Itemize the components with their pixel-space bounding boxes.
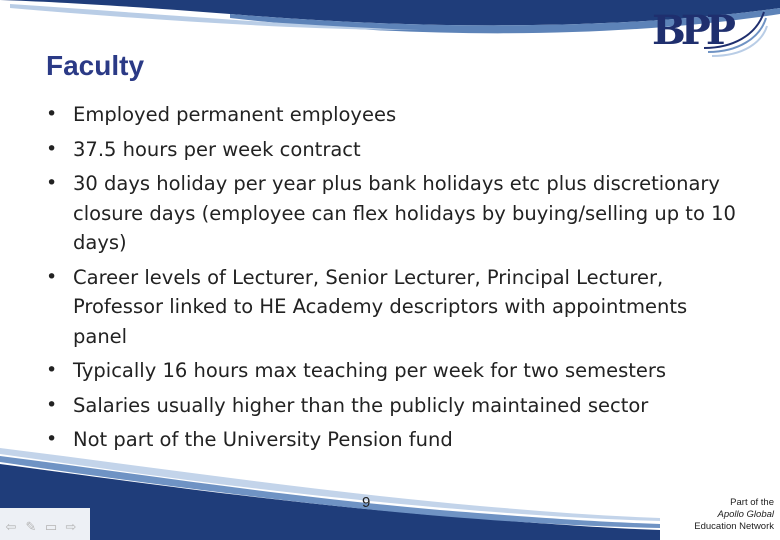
arrow-left-icon[interactable]: ⇦ — [5, 520, 17, 535]
bullet-marker: • — [46, 265, 58, 288]
bullet-item — [46, 425, 736, 455]
bullet-marker: • — [46, 103, 58, 125]
network-note-line: Part of the — [730, 497, 774, 508]
bullet-text: Employed permanent employees — [73, 103, 397, 126]
bullet-item — [46, 100, 736, 130]
network-note — [680, 497, 774, 533]
bullet-marker: • — [46, 393, 58, 416]
bullet-item — [46, 391, 736, 421]
bullet-text: Salaries usually higher than the publicly maintained sector — [73, 393, 649, 417]
bullet-marker: • — [46, 172, 58, 194]
bullet-marker: • — [46, 359, 58, 381]
bullet-text: 37.5 hours per week contract — [73, 137, 361, 161]
page-number: 9 — [362, 494, 371, 511]
bullet-item — [46, 169, 736, 258]
pen-icon[interactable]: ✎ — [25, 520, 37, 535]
slide-nav-controls — [4, 520, 78, 536]
bullet-list — [46, 100, 736, 460]
screen-icon[interactable]: ▭ — [44, 520, 58, 535]
bullet-text: 30 days holiday per year plus bank holidays etc plus discretionary closure days (employee can flex holidays by buying/selling up to 10 days) — [73, 172, 736, 254]
bullet-text: Career levels of Lecturer, Senior Lecturer, Principal Lecturer, Professor linked to HE Academy descriptors with appointments panel — [73, 265, 688, 348]
bullet-text: Not part of the University Pension fund — [73, 428, 453, 451]
arrow-right-icon[interactable]: ⇨ — [65, 520, 77, 535]
bullet-item — [46, 263, 736, 352]
bullet-text: Typically 16 hours max teaching per week for two semesters — [73, 359, 667, 382]
network-note-line: Education Network — [694, 521, 774, 532]
bullet-marker: • — [46, 428, 58, 450]
logo-text: BPP — [652, 7, 731, 54]
bpp-logo — [652, 4, 768, 58]
bullet-item — [46, 135, 736, 165]
slide-title: Faculty — [46, 50, 145, 81]
network-note-line: Apollo Global — [717, 509, 774, 520]
bullet-item — [46, 356, 736, 386]
bullet-marker: • — [46, 137, 58, 160]
